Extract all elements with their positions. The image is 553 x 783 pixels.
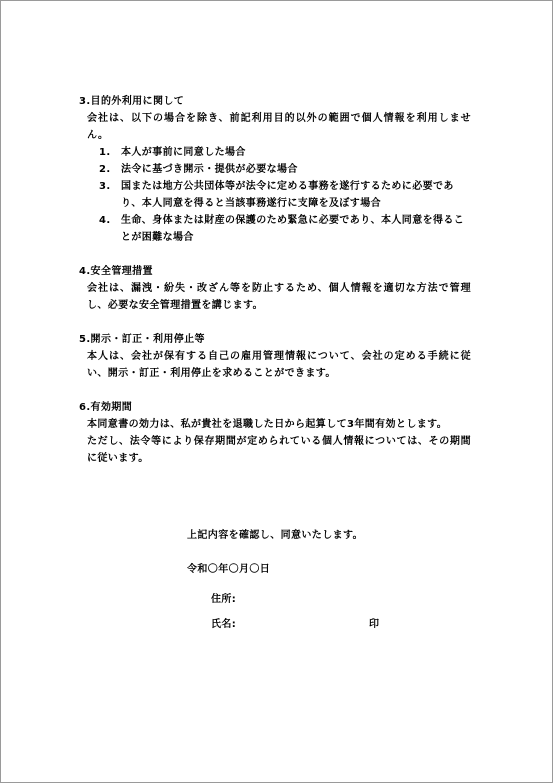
section-heading: 3.目的外利用に関して xyxy=(79,96,185,107)
section-disclosure-correction xyxy=(79,331,471,382)
list-item-text: 生命、身体または財産の保護のため緊急に必要であり、本人同意を得ることが困難な場合 xyxy=(121,215,465,243)
list-item-text: 国または地方公共団体等が法令に定める事務を遂行するために必要であり、本人同意を得ると当該事務遂行に支障を及ぼす場合 xyxy=(121,181,454,209)
section-text: 会社は、漏洩・紛失・改ざん等を防止するため、個人情報を適切な方法で管理し、必要な安全管理措置を講じます。 xyxy=(87,283,471,311)
exception-list xyxy=(79,144,471,246)
list-item xyxy=(99,212,471,246)
section-heading: 5.開示・訂正・利用停止等 xyxy=(79,334,205,345)
address-field xyxy=(211,591,487,608)
list-item-number: 2. xyxy=(99,164,111,175)
section-heading: 6.有効期間 xyxy=(79,402,133,413)
list-item xyxy=(99,178,471,212)
name-label: 氏名: xyxy=(211,619,237,630)
section-text: 本同意書の効力は、私が貴社を退職した日から起算して3年間有効とします。 xyxy=(87,419,448,430)
section-text: 会社は、以下の場合を除き、前記利用目的以外の範囲で個人情報を利用しません。 xyxy=(87,113,471,141)
list-item-number: 1. xyxy=(99,147,111,158)
section-purpose-limitation xyxy=(79,93,471,246)
name-field xyxy=(211,616,487,633)
section-security-measures xyxy=(79,263,471,314)
section-heading: 4.安全管理措置 xyxy=(79,266,153,277)
document-body xyxy=(79,93,471,484)
signature-date: 令和〇年〇月〇日 xyxy=(187,564,271,575)
consent-statement: 上記内容を確認し、同意いたします。 xyxy=(187,530,363,541)
consent-signature-block xyxy=(187,527,487,633)
address-label: 住所: xyxy=(211,594,237,605)
list-item xyxy=(99,161,471,178)
section-text-note: ただし、法令等により保存期間が定められている個人情報については、その期間に従います。 xyxy=(87,436,471,464)
list-item-number: 4. xyxy=(99,215,111,226)
list-item xyxy=(99,144,471,161)
list-item-text: 法令に基づき開示・提供が必要な場合 xyxy=(121,164,298,175)
list-item-number: 3. xyxy=(99,181,111,192)
section-validity-period xyxy=(79,399,471,467)
section-text: 本人は、会社が保有する自己の雇用管理情報について、会社の定める手続に従い、開示・訂正・利用停止を求めることができます。 xyxy=(87,351,471,379)
list-item-text: 本人が事前に同意した場合 xyxy=(121,147,246,158)
seal-mark: 印 xyxy=(369,619,380,630)
